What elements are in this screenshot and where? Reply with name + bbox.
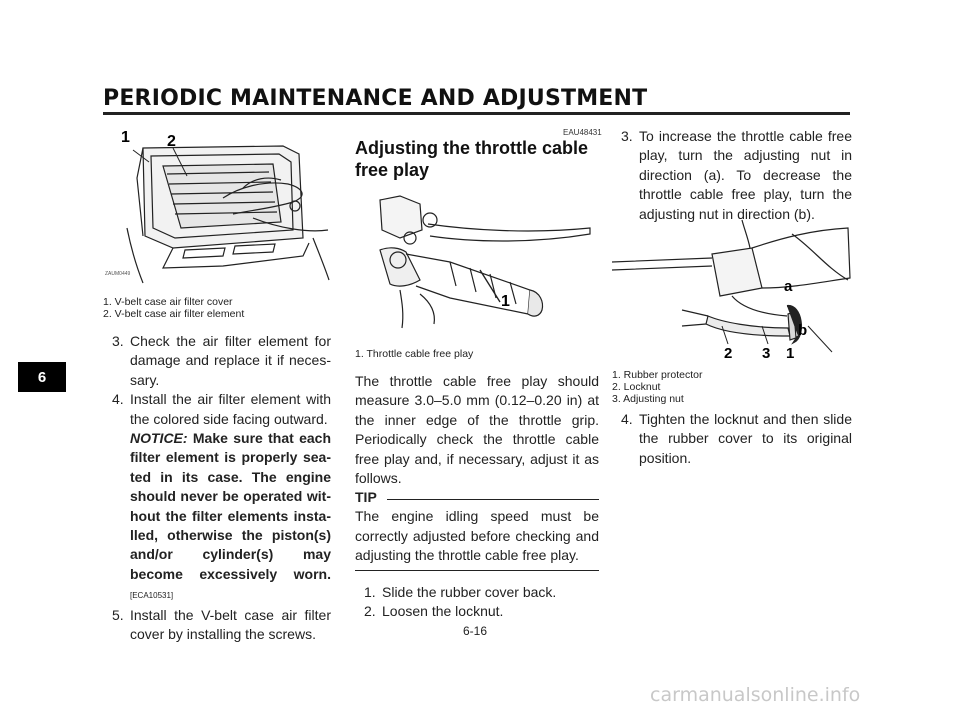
notice-text: Make sure that each filter element is properly seated in its case. The engine should never be operated without the filter elements installed, otherwise the piston(s) and/or cylinder(s) may become excessively worn. <box>130 430 332 582</box>
callout-a: a <box>784 278 793 295</box>
list-item <box>355 583 599 602</box>
tip-bottom-rule <box>355 570 599 571</box>
notice-label: NOTICE: <box>130 430 188 447</box>
tip-box <box>355 488 599 571</box>
col3-step4 <box>612 410 852 468</box>
callout-1: 1 <box>501 293 510 310</box>
step-number: 3. <box>621 128 633 144</box>
col2-steps <box>355 583 599 622</box>
col1-steps <box>103 332 331 645</box>
list-item <box>103 606 331 645</box>
tip-label: TIP <box>355 489 377 505</box>
list-item <box>103 332 331 390</box>
adjusting-nut-illustration <box>612 218 852 363</box>
title-rule <box>103 112 850 115</box>
caption-line: 3. Adjusting nut <box>612 393 684 405</box>
throttle-caption <box>355 348 473 360</box>
callout-1: 1 <box>786 345 795 362</box>
caption-line: 1. Rubber protector <box>612 369 703 381</box>
notice-code: [ECA10531] <box>130 591 174 601</box>
step-number: 2. <box>364 603 376 620</box>
step-number: 4. <box>621 411 633 427</box>
callout-2: 2 <box>167 133 176 150</box>
step-number: 4. <box>112 391 124 408</box>
step-text: Loosen the locknut. <box>382 603 504 620</box>
callout-2: 2 <box>724 345 733 362</box>
air-filter-illustration <box>103 118 335 290</box>
step-text: Check the air filter element for damage and replace it if necessary. <box>130 333 331 388</box>
list-item <box>612 410 852 468</box>
notice-block <box>130 429 331 606</box>
chapter-tab: 6 <box>18 362 66 392</box>
callout-1: 1 <box>121 129 130 146</box>
page-number: 6-16 <box>463 624 488 638</box>
caption-line: 2. Locknut <box>612 381 661 393</box>
section-heading: Adjusting the throttle cable free play <box>355 138 589 180</box>
section-code: EAU48431 <box>563 128 602 137</box>
adjusting-nut-figure <box>612 218 852 363</box>
tip-text: The engine idling speed must be correctly adjusted before checking and adjusting the throttle cable free play. <box>355 508 599 564</box>
figure-code: ZAUM0449 <box>105 271 131 277</box>
air-filter-figure <box>103 118 335 290</box>
callout-3: 3 <box>762 345 771 362</box>
adjusting-nut-caption <box>612 369 702 405</box>
list-item <box>355 602 599 621</box>
step-text: Install the air filter element with the colored side facing outward. <box>130 391 331 427</box>
free-play-paragraph: The throttle cable free play should measure 3.0–5.0 mm (0.12–0.20 in) at the inner edge of the throttle grip. Periodically check the throttle cable free play and, if necessary, adjust it as follows. <box>355 373 599 487</box>
step-number: 5. <box>112 606 124 623</box>
step-number: 1. <box>364 584 376 600</box>
col3-step3 <box>612 127 852 224</box>
step-text: Tighten the locknut and then slide the rubber cover to its original position. <box>639 411 852 466</box>
step-text: Slide the rubber cover back. <box>382 584 557 600</box>
callout-b: b <box>798 322 808 339</box>
step-text: To increase the throttle cable free play, turn the adjusting nut in direction (a). To decrease the throttle cable free play, turn the adjusting nut in direction (b). <box>639 128 852 222</box>
tip-header <box>355 488 599 507</box>
throttle-figure <box>360 190 592 335</box>
watermark: carmanualsonline.info <box>650 684 861 706</box>
throttle-illustration <box>360 190 592 335</box>
tip-rule <box>387 499 599 500</box>
caption-line: 2. V-belt case air filter element <box>103 308 245 320</box>
list-item <box>612 127 852 224</box>
caption-line: 1. Throttle cable free play <box>355 348 474 360</box>
caption-line: 1. V-belt case air filter cover <box>103 296 233 308</box>
step-text: Install the V-belt case air filter cover by installing the screws. <box>130 606 331 643</box>
page-title: PERIODIC MAINTENANCE AND ADJUSTMENT <box>103 86 648 111</box>
step-number: 3. <box>112 333 124 349</box>
air-filter-caption <box>103 296 244 320</box>
list-item <box>103 390 331 605</box>
